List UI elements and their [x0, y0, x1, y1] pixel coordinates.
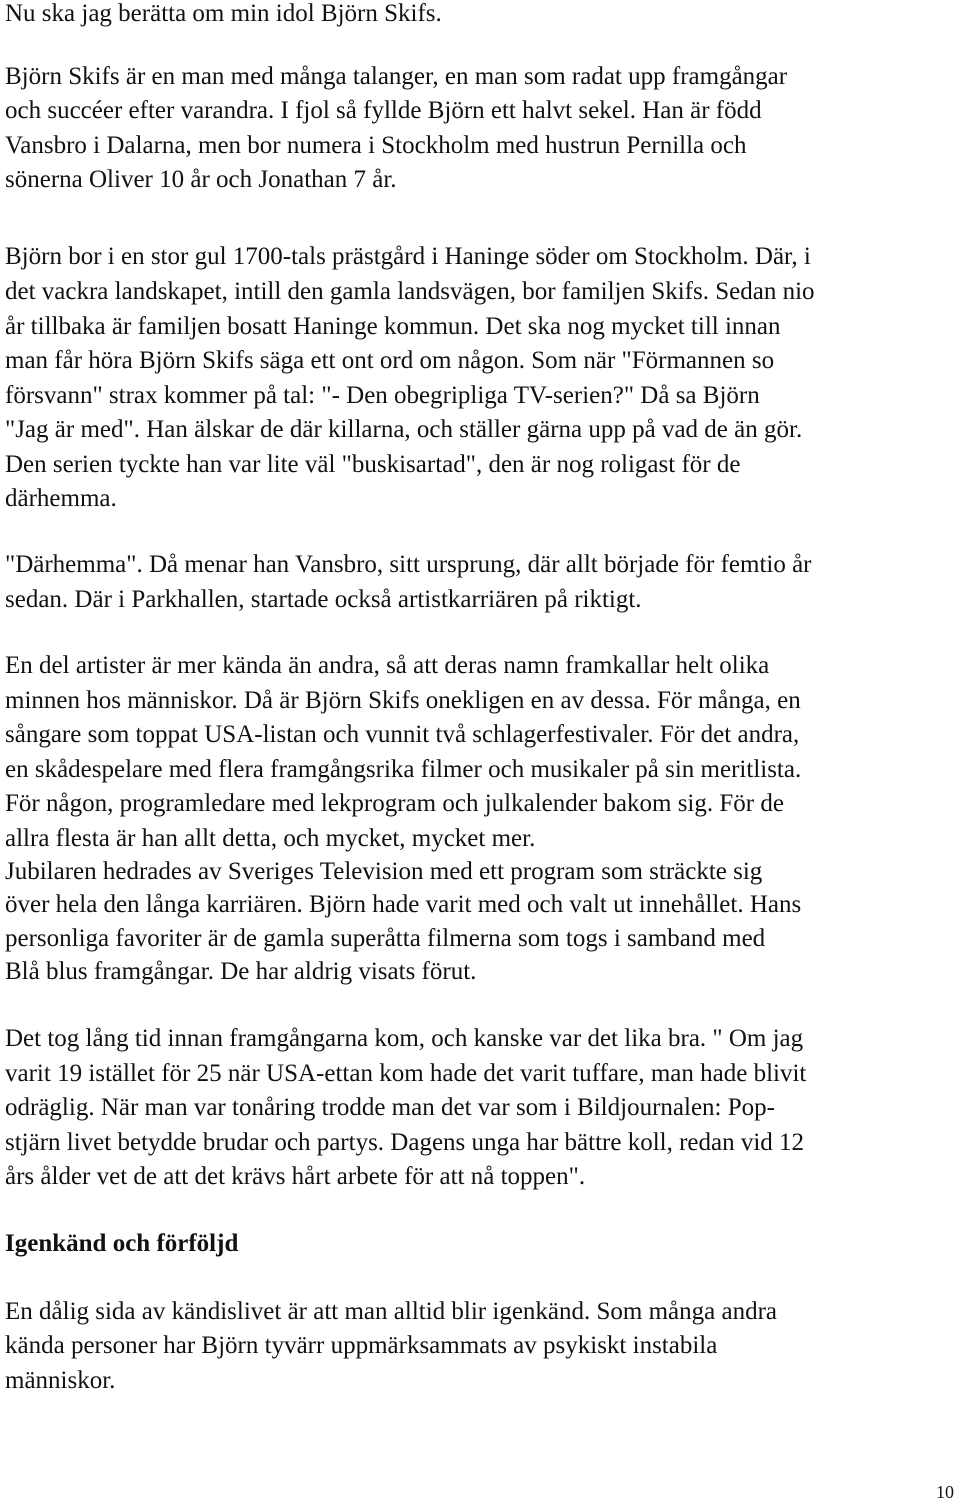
text-line: "Jag är med". Han älskar de där killarna, och ställer gärna upp på vad de än gör.: [5, 416, 803, 443]
text-line: Jubilaren hedrades av Sveriges Television med ett program som sträckte sig: [5, 858, 763, 885]
text-line: En del artister är mer kända än andra, så att deras namn framkallar helt olika: [5, 652, 770, 679]
text-line: För någon, programledare med lekprogram och julkalender bakom sig. För de: [5, 790, 784, 817]
text-line: varit 19 istället för 25 när USA-ettan kom hade det varit tuffare, man hade blivit: [5, 1060, 807, 1087]
text-line: Det tog lång tid innan framgångarna kom, och kanske var det lika bra. " Om jag: [5, 1025, 804, 1052]
text-line: man får höra Björn Skifs säga ett ont ord om någon. Som när "Förmannen so: [5, 347, 775, 374]
text-line: Vansbro i Dalarna, men bor numera i Stockholm med hustrun Pernilla och: [5, 132, 747, 159]
intro-line: Nu ska jag berätta om min idol Björn Skifs.: [5, 0, 442, 27]
text-line: och succéer efter varandra. I fjol så fyllde Björn ett halvt sekel. Han är född: [5, 97, 762, 124]
text-line: Den serien tyckte han var lite väl "buskisartad", den är nog roligast för de: [5, 451, 741, 478]
text-line: års ålder vet de att det krävs hårt arbete för att nå toppen".: [5, 1163, 586, 1190]
text-line: personliga favoriter är de gamla superåtta filmerna som togs i samband med: [5, 925, 766, 952]
text-line: Björn bor i en stor gul 1700-tals prästgård i Haninge söder om Stockholm. Där, i: [5, 243, 811, 270]
text-line: en skådespelare med flera framgångsrika filmer och musikaler på sin meritlista.: [5, 756, 802, 783]
text-line: år tillbaka är familjen bosatt Haninge kommun. Det ska nog mycket till innan: [5, 313, 781, 340]
text-line: odräglig. När man var tonåring trodde man det var som i Bildjournalen: Pop-: [5, 1094, 775, 1121]
text-line: därhemma.: [5, 485, 117, 512]
text-line: sönerna Oliver 10 år och Jonathan 7 år.: [5, 166, 397, 193]
page-number: 10: [936, 1482, 954, 1502]
text-line: det vackra landskapet, intill den gamla landsvägen, bor familjen Skifs. Sedan nio: [5, 278, 815, 305]
text-line: stjärn livet betydde brudar och partys. Dagens unga har bättre koll, redan vid 12: [5, 1129, 805, 1156]
text-line: människor.: [5, 1367, 116, 1394]
text-line: En dålig sida av kändislivet är att man alltid blir igenkänd. Som många andra: [5, 1298, 778, 1325]
text-line: "Därhemma". Då menar han Vansbro, sitt ursprung, där allt började för femtio år: [5, 551, 812, 578]
text-line: minnen hos människor. Då är Björn Skifs onekligen en av dessa. För många, en: [5, 687, 801, 714]
text-line: Blå blus framgångar. De har aldrig visats förut.: [5, 958, 477, 985]
text-line: Björn Skifs är en man med många talanger, en man som radat upp framgångar: [5, 63, 788, 90]
section-heading: Igenkänd och förföljd: [5, 1230, 239, 1257]
text-line: försvann" strax kommer på tal: "- Den obegripliga TV-serien?" Då sa Björn: [5, 382, 760, 409]
text-line: sångare som toppat USA-listan och vunnit två schlagerfestivaler. För det andra,: [5, 721, 800, 748]
text-line: kända personer har Björn tyvärr uppmärksammats av psykiskt instabila: [5, 1332, 718, 1359]
text-line: sedan. Där i Parkhallen, startade också artistkarriären på riktigt.: [5, 586, 642, 613]
text-line: allra flesta är han allt detta, och mycket, mycket mer.: [5, 825, 536, 852]
text-line: över hela den långa karriären. Björn hade varit med och valt ut innehållet. Hans: [5, 891, 802, 918]
